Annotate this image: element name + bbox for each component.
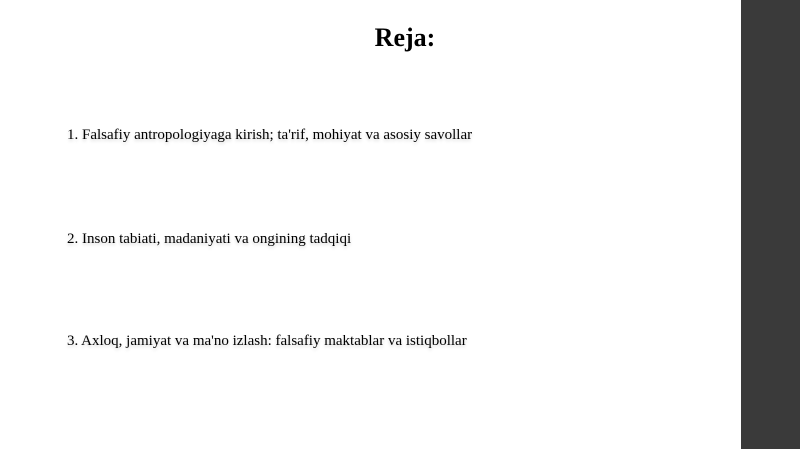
side-panel [741, 0, 800, 449]
plan-item-1: 1. Falsafiy antropologiyaga kirish; ta'rif, mohiyat va asosiy savollar [67, 127, 473, 143]
plan-item-3: 3. Axloq, jamiyat va ma'no izlash: falsafiy maktablar va istiqbollar [67, 333, 467, 349]
plan-item-2: 2. Inson tabiati, madaniyati va ongining tadqiqi [67, 231, 352, 247]
slide-title: Reja: [374, 23, 436, 52]
